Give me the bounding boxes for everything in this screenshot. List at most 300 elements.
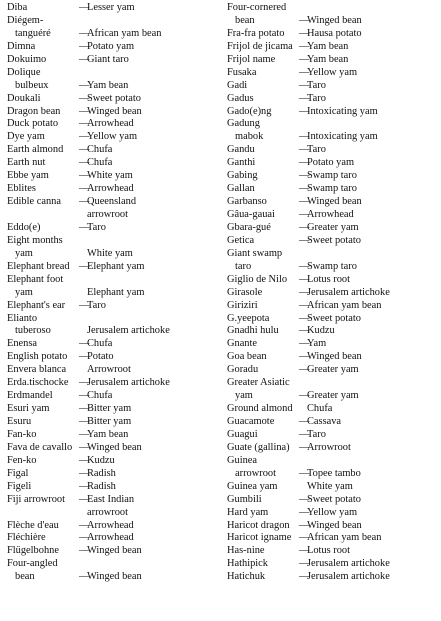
entry-dash: — [79,53,90,65]
entry-meaning: Kudzu [307,325,335,337]
entry-term: Envera blanca [7,364,67,376]
glossary-entry [7,403,217,416]
right-column [227,2,437,584]
entry-term: Eight months [7,234,63,246]
entry-meaning: Radish [87,467,116,479]
entry-meaning: Yam bean [307,53,349,65]
glossary-entry [227,481,437,494]
entry-term: Haricot igname [227,532,292,544]
glossary-entry [227,196,437,209]
entry-term: Guate (gallina) [227,441,290,453]
glossary-entry [227,364,437,377]
glossary-entry [7,170,217,183]
glossary-entry [227,93,437,106]
entry-dash: — [79,493,90,505]
entry-meaning: Jerusalem artichoke [87,377,170,389]
entry-dash: — [79,196,90,208]
entry-term: yam [15,247,33,259]
entry-dash: — [299,493,310,505]
glossary-entry [7,118,217,131]
entry-dash: — [299,325,310,337]
entry-dash: — [79,416,90,427]
entry-meaning: Yellow yam [87,131,138,143]
entry-meaning: Greater yam [307,221,359,233]
entry-term: Gallan [227,183,255,195]
entry-term: mabok [235,131,264,143]
glossary-entry [7,532,217,545]
glossary-entry [227,468,437,481]
entry-term: Fusaka [227,66,257,78]
entry-dash: — [299,234,310,246]
glossary-entry [7,2,217,15]
entry-meaning: Lotus root [307,545,351,557]
entry-dash: — [299,131,310,143]
entry-term: Garbanso [227,196,267,208]
entry-dash: — [79,92,90,104]
glossary-entry [7,377,217,390]
entry-dash: — [299,260,310,272]
entry-meaning: Swamp taro [307,260,357,272]
entry-term: arrowroot [235,467,276,479]
glossary-entry [7,106,217,119]
entry-meaning: Giant taro [87,53,129,65]
entry-meaning: Winged bean [87,105,142,117]
entry-dash: — [79,390,90,402]
entry-dash: — [79,377,90,389]
glossary-entry [227,558,437,571]
glossary-entry [7,300,217,313]
glossary-entry [7,481,217,494]
glossary-entry [7,364,217,377]
glossary-entry [7,80,217,93]
entry-dash: — [299,416,310,427]
entry-term: Frijol de jicama [227,40,293,52]
glossary-entry [7,248,217,261]
entry-term: Enensa [7,338,38,350]
glossary-entry [7,93,217,106]
entry-term: Hard yam [227,506,269,518]
entry-meaning: Winged bean [307,351,362,363]
entry-term: Guinea [227,454,258,466]
entry-dash: — [299,441,310,453]
glossary-entry [227,532,437,545]
entry-term: Guagui [227,428,258,440]
entry-dash: — [79,480,90,492]
entry-dash: — [79,118,90,130]
entry-dash: — [79,260,90,272]
glossary-entry [227,222,437,235]
glossary-entry [227,351,437,364]
entry-meaning: Lesser yam [87,2,135,13]
entry-meaning: Taro [87,221,106,233]
entry-term: Doukali [7,92,41,104]
entry-dash: — [79,454,90,466]
glossary-entry [227,131,437,144]
entry-meaning: Yellow yam [307,66,358,78]
entry-term: bean [235,14,255,26]
glossary-entry [7,209,217,222]
entry-dash: — [299,286,310,298]
glossary-entry [7,558,217,571]
entry-meaning: Swamp taro [307,183,357,195]
entry-term: Flügelbohne [7,545,59,557]
glossary-entry [7,54,217,67]
entry-term: Fen-ko [7,454,37,466]
entry-term: Gbara-gué [227,221,271,233]
glossary-entry [7,313,217,326]
entry-meaning: Intoxicating yam [307,105,378,117]
entry-term: Earth nut [7,157,46,169]
entry-dash: — [299,428,310,440]
entry-meaning: Jerusalem artichoke [87,325,170,337]
entry-meaning: Potato yam [307,157,355,169]
glossary-entry [7,416,217,429]
entry-dash: — [299,545,310,557]
entry-dash: — [79,157,90,169]
glossary-entry [7,520,217,533]
entry-term: Guacamote [227,416,275,427]
glossary-entry [227,41,437,54]
entry-meaning: Arrowhead [87,532,134,544]
entry-term: yam [235,390,253,402]
entry-meaning: Winged bean [307,14,362,26]
entry-meaning: Chufa [87,157,113,169]
entry-dash: — [79,144,90,156]
entry-meaning: arrowroot [87,506,128,518]
entry-meaning: Yam bean [87,428,129,440]
entry-dash: — [299,92,310,104]
entry-term: Gandu [227,144,255,156]
glossary-entry [227,377,437,390]
glossary-entry [227,545,437,558]
entry-dash: — [79,183,90,195]
entry-term: Fiji arrowroot [7,493,66,505]
entry-term: Eddo(e) [7,221,41,233]
entry-dash: — [299,157,310,169]
entry-term: Flèche d'eau [7,519,59,531]
entry-dash: — [299,183,310,195]
entry-term: Gado(e)ng [227,105,272,117]
entry-meaning: Jerusalem artichoke [307,286,390,298]
entry-meaning: Intoxicating yam [307,131,378,143]
entry-term: Gumbili [227,493,262,505]
glossary-entry [227,287,437,300]
entry-dash: — [299,40,310,52]
entry-dash: — [299,364,310,376]
glossary-entry [7,429,217,442]
glossary-entry [7,351,217,364]
entry-term: Getica [227,234,255,246]
entry-dash: — [79,532,90,544]
left-column [7,2,217,584]
glossary-entry [227,118,437,131]
entry-meaning: African yam bean [307,532,382,544]
entry-term: bulbeux [15,79,49,91]
entry-meaning: Radish [87,480,116,492]
entry-meaning: White yam [87,170,133,182]
entry-term: Dokuimo [7,53,47,65]
glossary-entry [7,144,217,157]
entry-meaning: Yam [307,338,327,350]
entry-term: Gadi [227,79,248,91]
entry-term: Giant swamp [227,247,283,259]
entry-meaning: Taro [307,428,326,440]
entry-dash: — [299,221,310,233]
entry-term: Figeli [7,480,32,492]
entry-term: Ground almond [227,403,293,415]
entry-dash: — [299,144,310,156]
glossary-entry [7,157,217,170]
glossary-entry [227,429,437,442]
entry-term: Frijol name [227,53,276,65]
entry-meaning: White yam [87,247,133,259]
glossary-entry [227,494,437,507]
glossary-entry [227,571,437,584]
entry-term: Has-nine [227,545,265,557]
glossary-entry [227,183,437,196]
entry-term: Gnadhi hulu [227,325,279,337]
glossary-entry [7,183,217,196]
entry-dash: — [299,66,310,78]
glossary-entry [227,338,437,351]
glossary-entry [7,67,217,80]
entry-dash: — [79,170,90,182]
entry-meaning: arrowroot [87,209,128,220]
glossary-entry [227,325,437,338]
entry-term: Guinea yam [227,480,278,492]
entry-meaning: Taro [307,144,326,156]
glossary-entry [7,571,217,584]
entry-dash: — [79,351,90,363]
glossary-entry [7,455,217,468]
glossary-entry [227,144,437,157]
entry-term: Diégem- [7,14,44,26]
glossary-entry [7,442,217,455]
entry-meaning: Taro [307,79,326,91]
entry-dash: — [79,441,90,453]
glossary-entry [227,80,437,93]
glossary-entry [7,222,217,235]
entry-dash: — [79,338,90,350]
glossary-entry [227,67,437,80]
entry-term: Hathipick [227,558,268,570]
glossary-entry [7,390,217,403]
entry-term: Diba [7,2,28,13]
entry-meaning: Potato yam [87,40,135,52]
entry-term: Esuru [7,416,32,427]
entry-dash: — [299,273,310,285]
entry-term: Duck potato [7,118,59,130]
entry-meaning: Winged bean [87,571,142,583]
glossary-entry [7,41,217,54]
glossary-entry [227,403,437,416]
entry-meaning: Winged bean [87,545,142,557]
glossary-entry [227,261,437,274]
entry-term: Edible canna [7,196,61,208]
glossary-entry [227,300,437,313]
entry-meaning: Bitter yam [87,403,132,415]
entry-dash: — [79,519,90,531]
glossary-entry [227,15,437,28]
entry-term: bean [15,571,35,583]
entry-meaning: Elephant yam [87,286,145,298]
glossary-entry [227,248,437,261]
entry-meaning: African yam bean [307,299,382,311]
entry-term: Fléchière [7,532,46,544]
entry-dash: — [79,467,90,479]
entry-meaning: Bitter yam [87,416,132,427]
entry-term: Dolique [7,66,41,78]
entry-meaning: Taro [307,92,326,104]
glossary-entry [227,442,437,455]
glossary-entry [227,235,437,248]
entry-term: Gâua-gauai [227,209,275,220]
entry-term: Gabing [227,170,258,182]
entry-dash: — [299,390,310,402]
glossary-entry [227,106,437,119]
glossary-entry [227,274,437,287]
entry-meaning: Sweet potato [307,234,361,246]
entry-meaning: Swamp taro [307,170,357,182]
entry-term: Haricot dragon [227,519,290,531]
entry-term: Elianto [7,312,38,324]
entry-dash: — [79,27,90,39]
glossary-entry [227,2,437,15]
entry-meaning: Cassava [307,416,342,427]
entry-term: Earth almond [7,144,64,156]
glossary-entry [7,131,217,144]
entry-term: Hatichuk [227,571,266,583]
glossary-entry [227,313,437,326]
glossary-entry [7,287,217,300]
glossary-entry [7,274,217,287]
glossary-entry [7,494,217,507]
entry-meaning: Sweet potato [307,312,361,324]
entry-term: Erdmandel [7,390,53,402]
entry-term: taro [235,260,252,272]
glossary-entry [7,545,217,558]
glossary-entry [227,416,437,429]
entry-meaning: Winged bean [307,196,362,208]
glossary-entry [227,507,437,520]
glossary-entry [7,196,217,209]
entry-term: Gnante [227,338,258,350]
entry-meaning: Sweet potato [307,493,361,505]
entry-meaning: Arrowroot [87,364,131,376]
entry-dash: — [299,558,310,570]
entry-term: yam [15,286,33,298]
entry-dash: — [299,312,310,324]
entry-meaning: Arrowroot [307,441,351,453]
entry-meaning: Greater yam [307,364,359,376]
entry-meaning: Jerusalem artichoke [307,558,390,570]
entry-dash: — [299,209,310,220]
entry-meaning: Hausa potato [307,27,362,39]
entry-meaning: Chufa [87,144,113,156]
entry-dash: — [299,170,310,182]
entry-meaning: Lotus root [307,273,351,285]
entry-term: Greater Asiatic [227,377,290,389]
entry-meaning: Taro [87,299,106,311]
entry-term: Elephant foot [7,273,64,285]
entry-meaning: Potato [87,351,114,363]
glossary-entry [7,15,217,28]
glossary-entry [227,28,437,41]
entry-term: Dimna [7,40,36,52]
entry-meaning: Yam bean [307,40,349,52]
entry-dash: — [299,467,310,479]
entry-dash: — [79,105,90,117]
entry-meaning: White yam [307,480,353,492]
entry-dash: — [299,532,310,544]
entry-term: Fan-ko [7,428,37,440]
glossary-entry [227,390,437,403]
entry-meaning: Chufa [87,338,113,350]
glossary-entry [7,28,217,41]
entry-meaning: Winged bean [307,519,362,531]
entry-term: Four-angled [7,558,58,570]
entry-meaning: Queensland [87,196,137,208]
entry-dash: — [79,40,90,52]
entry-term: Four-cornered [227,2,287,13]
entry-term: Goradu [227,364,259,376]
entry-dash: — [299,14,310,26]
glossary-entry [227,520,437,533]
entry-dash: — [79,403,90,415]
entry-dash: — [79,2,90,13]
entry-term: Esuri yam [7,403,50,415]
entry-meaning: Yellow yam [307,506,358,518]
glossary-entry [7,261,217,274]
entry-term: Dye yam [7,131,45,143]
glossary-entry [7,338,217,351]
entry-dash: — [79,221,90,233]
entry-meaning: Arrowhead [87,519,134,531]
entry-meaning: Arrowhead [87,118,134,130]
entry-term: Dragon bean [7,105,61,117]
entry-dash: — [299,53,310,65]
entry-dash: — [299,338,310,350]
entry-dash: — [79,131,90,143]
glossary-entry [227,170,437,183]
entry-dash: — [299,506,310,518]
entry-meaning: East Indian [87,493,135,505]
entry-dash: — [299,351,310,363]
entry-term: Erda.tischocke [7,377,69,389]
glossary-entry [227,455,437,468]
glossary-entry [227,209,437,222]
entry-term: Ganthi [227,157,256,169]
glossary-entry [227,157,437,170]
entry-dash: — [79,545,90,557]
entry-meaning: African yam bean [87,27,162,39]
entry-term: Fava de cavallo [7,441,73,453]
entry-meaning: Chufa [87,390,113,402]
entry-dash: — [79,428,90,440]
entry-meaning: Yam bean [87,79,129,91]
entry-term: Elephant bread [7,260,70,272]
glossary-entry [7,507,217,520]
entry-meaning: Jerusalem artichoke [307,571,390,583]
entry-term: Figal [7,467,29,479]
entry-meaning: Arrowhead [87,183,134,195]
entry-term: tanguéré [15,27,51,39]
entry-meaning: Sweet potato [87,92,141,104]
entry-meaning: Kudzu [87,454,115,466]
entry-meaning: Chufa [307,403,333,415]
entry-term: Fra-fra potato [227,27,285,39]
entry-dash: — [299,105,310,117]
